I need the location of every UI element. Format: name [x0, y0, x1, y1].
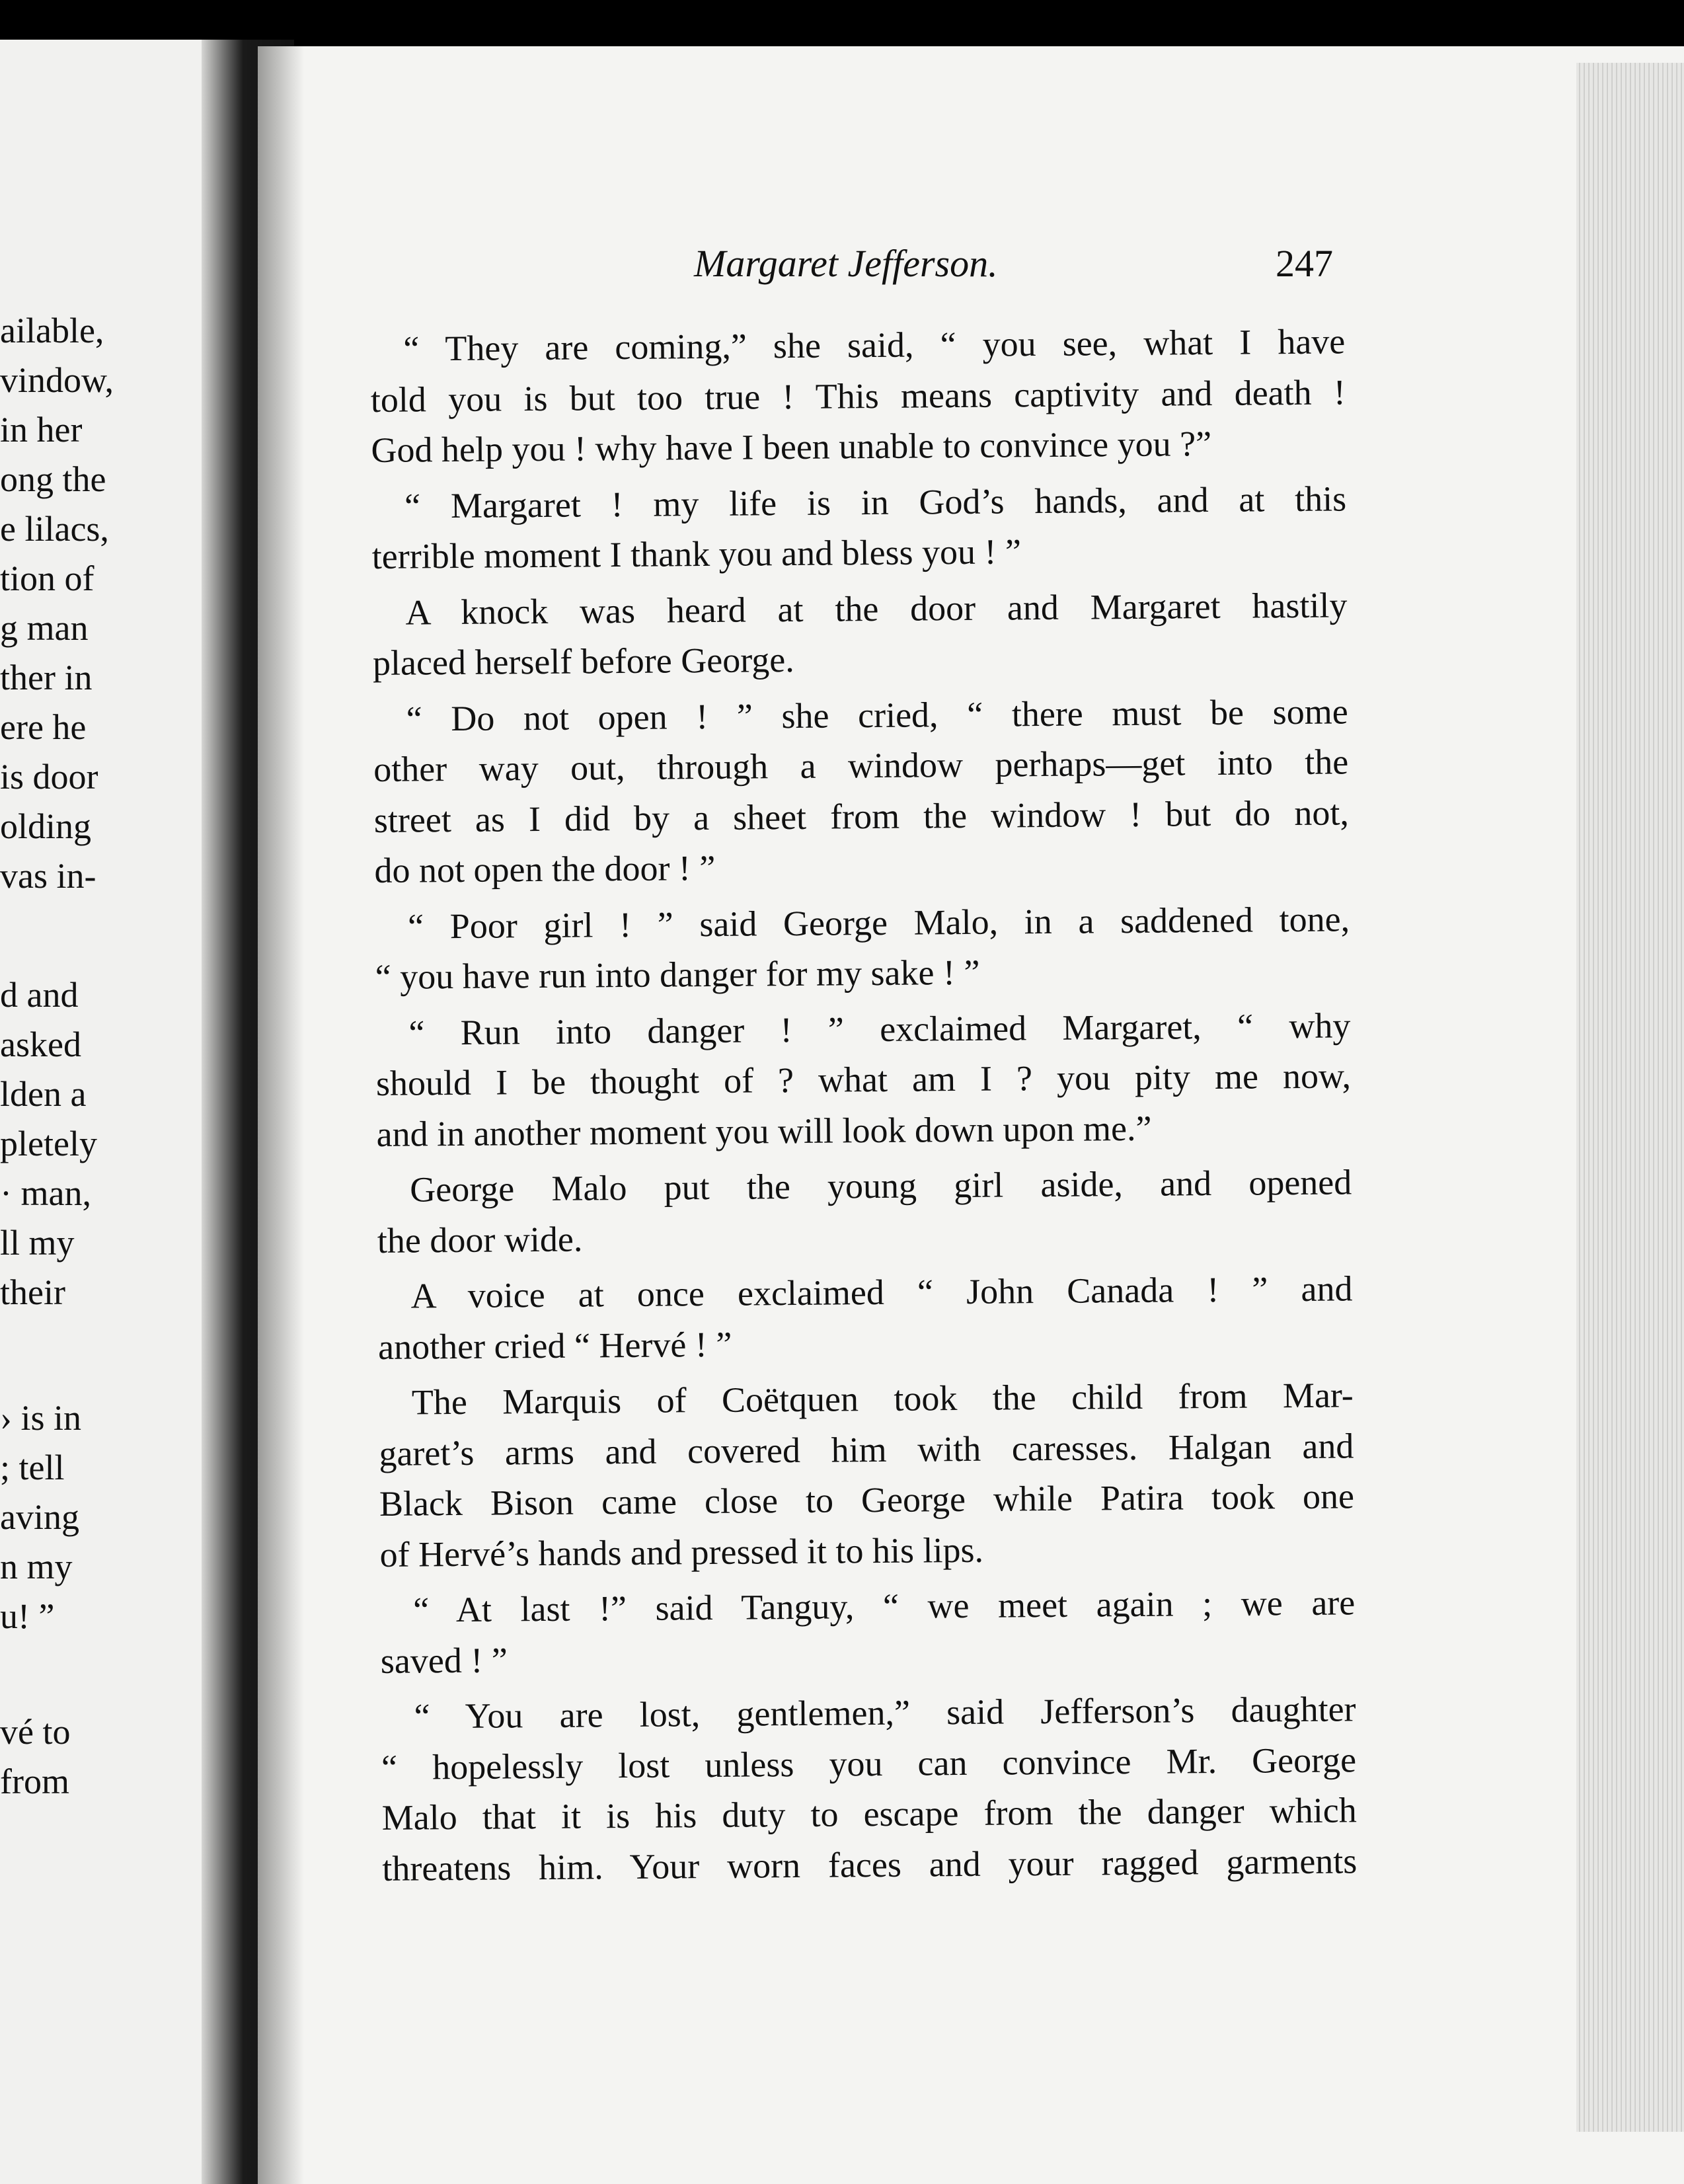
text-line: Black Bison came close to George while Patira took one	[379, 1476, 1355, 1524]
left-page-line: aving	[0, 1497, 79, 1537]
text-line: garet’s arms and covered him with caresses. Halgan and	[379, 1425, 1354, 1473]
text-line: the door wide.	[377, 1219, 583, 1261]
left-page-line: ailable,	[0, 311, 104, 350]
text-line: another cried “ Hervé ! ”	[377, 1324, 732, 1367]
left-page-line: vas in-	[0, 856, 96, 896]
left-page-line: lden a	[0, 1074, 87, 1114]
left-page-line: pletely	[0, 1124, 97, 1163]
text-line: saved ! ”	[380, 1639, 508, 1681]
left-page-line: ere he	[0, 707, 87, 747]
text-line: “ Do not open ! ” she cried, “ there must be some	[406, 691, 1348, 739]
text-line: other way out, through a window perhaps—get into the	[373, 742, 1349, 789]
text-line: threatens him. Your worn faces and your ragged garments	[382, 1840, 1358, 1889]
text-line: A knock was heard at the door and Margaret hastily	[405, 584, 1348, 633]
left-page-line: d and	[0, 975, 79, 1015]
text-line: A voice at once exclaimed “ John Canada ! ” and	[410, 1268, 1353, 1316]
text-line: should I be thought of ? what am I ? you pity me now,	[375, 1056, 1352, 1103]
text-line: do not open the door ! ”	[374, 847, 716, 890]
text-line: God help you ! why have I been unable to convince you ?”	[371, 424, 1212, 470]
running-head: Margaret Jefferson.	[694, 242, 998, 285]
text-line: “ At last !” said Tanguy, “ we meet again ; we are	[413, 1582, 1356, 1630]
text-line: “ They are coming,” she said, “ you see, what I have	[403, 321, 1346, 369]
left-page-line: olding	[0, 806, 92, 846]
left-page-line: n my	[0, 1547, 73, 1586]
text-line: George Malo put the young girl aside, and opened	[410, 1162, 1352, 1210]
left-page-line: vindow,	[0, 360, 114, 400]
text-line: terrible moment I thank you and bless you ! ”	[371, 531, 1022, 576]
left-page-line: vé to	[0, 1712, 71, 1752]
page-number: 247	[1276, 242, 1333, 285]
left-page-line: ll my	[0, 1223, 75, 1263]
text-line: Malo that it is his duty to escape from the danger which	[381, 1790, 1357, 1838]
page-edges	[1576, 63, 1684, 2132]
left-page-line: from	[0, 1762, 69, 1801]
text-line: placed herself before George.	[372, 639, 794, 683]
left-page-line: e lilacs,	[0, 509, 109, 549]
spine-shadow	[258, 46, 304, 2184]
text-line: “ You are lost, gentlemen,” said Jefferson’s daughter	[414, 1689, 1356, 1736]
body-text	[370, 316, 1358, 1894]
left-page-line: ther in	[0, 658, 93, 697]
left-page-line: · man,	[0, 1173, 91, 1213]
left-page-line: is door	[0, 757, 98, 797]
left-page-line: asked	[0, 1025, 81, 1064]
left-page-line: u! ”	[0, 1596, 55, 1636]
text-line: “ hopelessly lost unless you can convince Mr. George	[381, 1739, 1357, 1787]
text-line: told you is but too true ! This means captivity and death !	[370, 371, 1346, 420]
left-page-line: ; tell	[0, 1448, 65, 1487]
text-line: street as I did by a sheet from the window ! but do not,	[373, 792, 1350, 840]
text-line: “ Margaret ! my life is in God’s hands, and at this	[404, 478, 1347, 526]
text-line: of Hervé’s hands and pressed it to his lips.	[379, 1530, 984, 1575]
left-page-line: › is in	[0, 1398, 82, 1438]
left-page-line: in her	[0, 410, 83, 449]
text-line: “ Run into danger ! ” exclaimed Margaret, “ why	[408, 1005, 1351, 1053]
text-line: The Marquis of Coëtquen took the child from Mar-	[411, 1375, 1354, 1423]
left-page-line: ong the	[0, 459, 106, 499]
left-page-line: their	[0, 1272, 65, 1312]
text-line: and in another moment you will look down upon me.”	[376, 1108, 1152, 1154]
text-line: “ Poor girl ! ” said George Malo, in a saddened tone,	[407, 898, 1350, 947]
text-line: “ you have run into danger for my sake ! ”	[375, 952, 980, 997]
left-page-line: tion of	[0, 559, 95, 598]
left-page-line: g man	[0, 608, 89, 648]
